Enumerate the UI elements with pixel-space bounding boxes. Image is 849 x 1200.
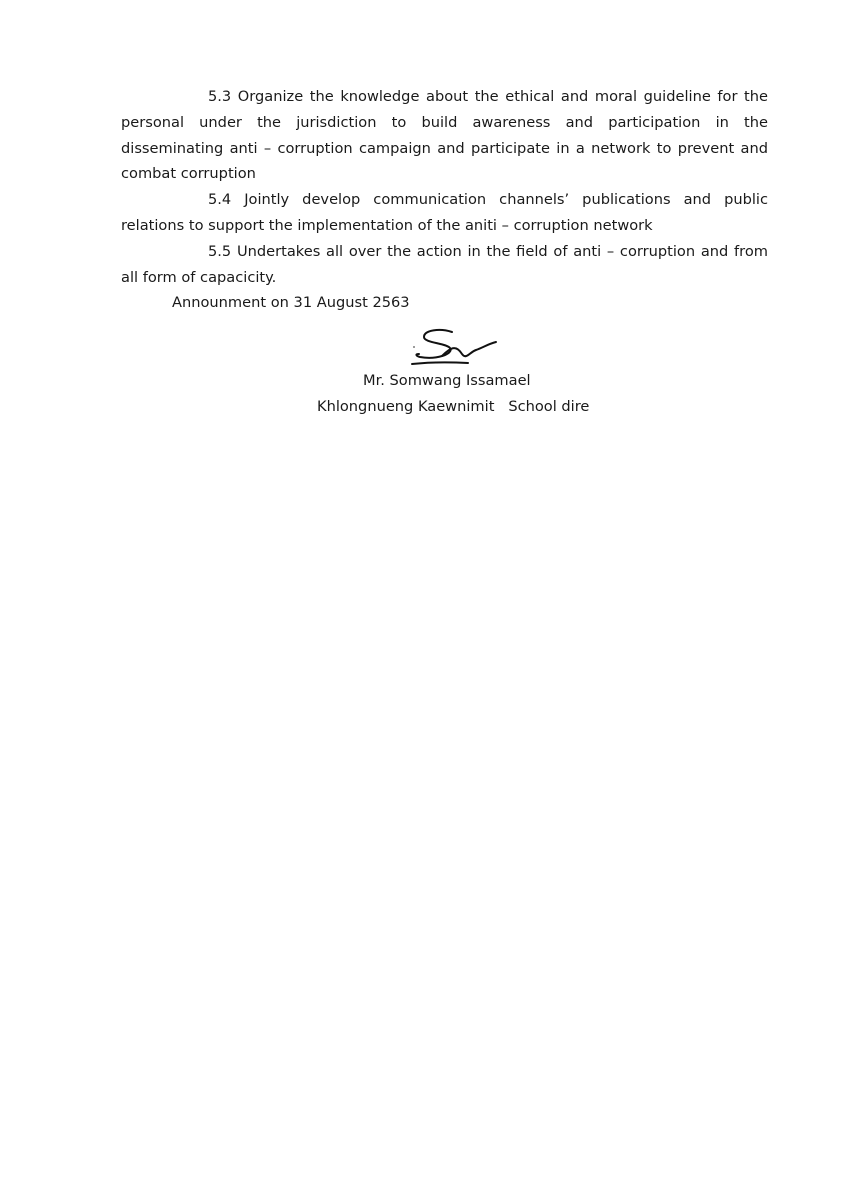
announcement-date: Announment on 31 August 2563	[172, 294, 410, 312]
paragraph-5-5: 5.5 Undertakes all over the action in the field of anti – corruption and from all form of capacicity.	[121, 242, 768, 286]
paragraph-5-4: 5.4 Jointly develop communication channels’ publications and public relations to support the implementation of the aniti – corruption network	[121, 191, 768, 234]
signer-name: Mr. Somwang Issamael	[363, 372, 531, 389]
document-body	[121, 84, 768, 316]
handwritten-signature	[410, 326, 502, 368]
signer-title: Khlongnueng Kaewnimit School dire	[317, 398, 590, 415]
paragraph-5-3: 5.3 Organize the knowledge about the ethical and moral guideline for the personal under the jurisdiction to build awareness and participation in the disseminating anti – corruption campaign and participate in a network to prevent and combat corruption	[121, 88, 768, 183]
